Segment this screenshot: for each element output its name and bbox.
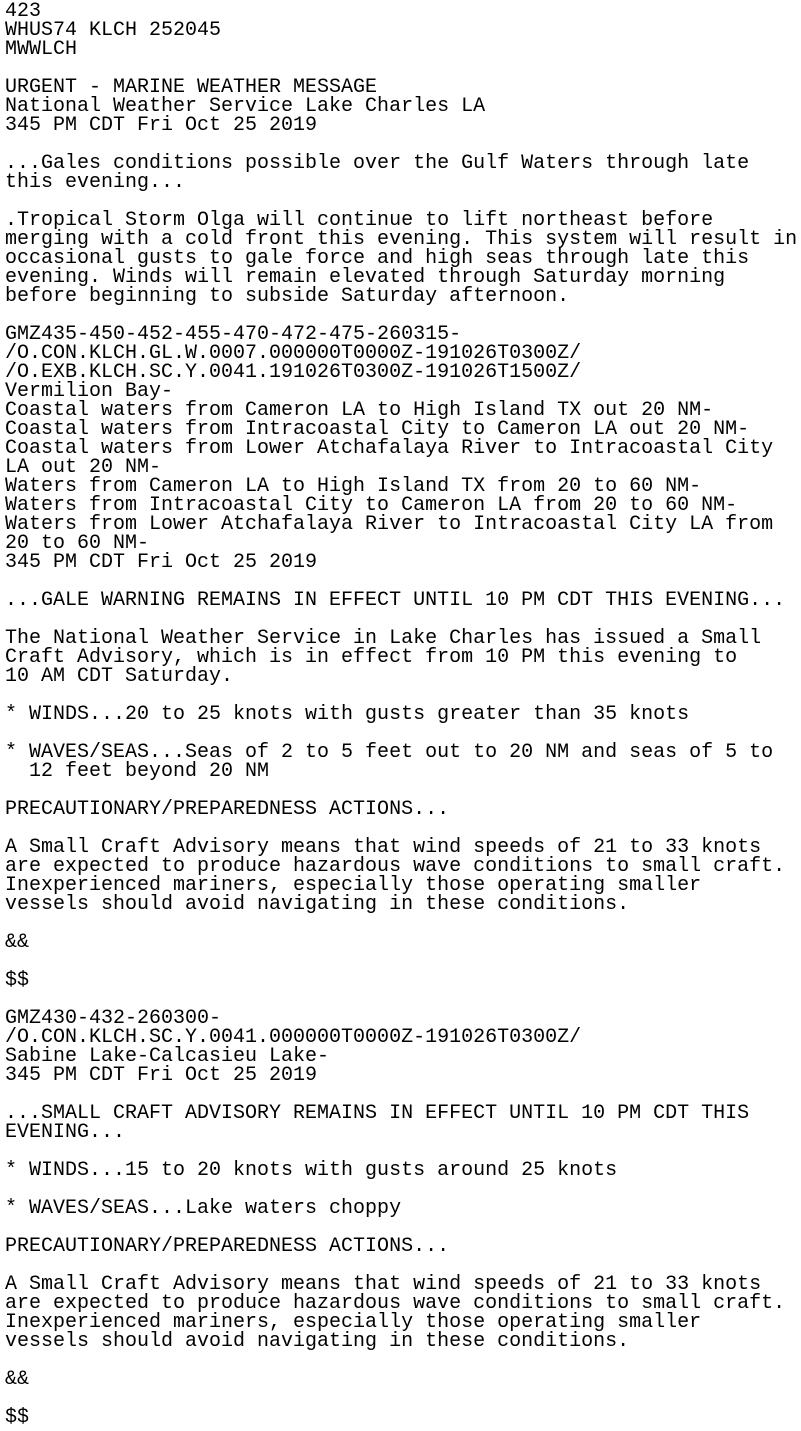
text-line: 423	[5, 0, 42, 23]
text-line: 345 PM CDT Fri Oct 25 2019	[5, 551, 318, 574]
text-line	[5, 914, 801, 933]
text-line: &&	[5, 1368, 30, 1391]
text-line: vessels should avoid navigating in these conditions.	[5, 893, 630, 916]
text-line: 12 feet beyond 20 NM	[5, 760, 270, 783]
text-line: merging with a cold front this evening. This system will result in	[5, 228, 798, 251]
text-line: * WINDS...20 to 25 knots with gusts greater than 35 knots	[5, 703, 690, 726]
text-line: URGENT - MARINE WEATHER MESSAGE	[5, 76, 378, 99]
text-line: $$	[5, 969, 30, 992]
text-line: PRECAUTIONARY/PREPAREDNESS ACTIONS...	[5, 1235, 450, 1258]
text-line	[5, 952, 801, 971]
text-line: MWWLCH	[5, 38, 78, 61]
text-line: 345 PM CDT Fri Oct 25 2019	[5, 1064, 318, 1087]
text-line: Waters from Intracoastal City to Cameron LA from 20 to 60 NM-	[5, 494, 738, 517]
text-line: are expected to produce hazardous wave conditions to small craft.	[5, 855, 786, 878]
text-line: * WAVES/SEAS...Seas of 2 to 5 feet out to 20 NM and seas of 5 to	[5, 741, 774, 764]
text-line: evening. Winds will remain elevated through Saturday morning	[5, 266, 726, 289]
marine-weather-message	[5, 2, 801, 1427]
text-line: WHUS74 KLCH 252045	[5, 19, 222, 42]
text-line: Inexperienced mariners, especially those operating smaller	[5, 874, 702, 897]
text-line: ...Gales conditions possible over the Gulf Waters through late	[5, 152, 750, 175]
text-line: Craft Advisory, which is in effect from 10 PM this evening to	[5, 646, 738, 669]
text-line: Sabine Lake-Calcasieu Lake-	[5, 1045, 330, 1068]
text-line: /O.CON.KLCH.GL.W.0007.000000T0000Z-191026T0300Z/	[5, 342, 582, 365]
text-line: LA out 20 NM-	[5, 456, 162, 479]
text-line: 345 PM CDT Fri Oct 25 2019	[5, 114, 318, 137]
text-line: * WINDS...15 to 20 knots with gusts around 25 knots	[5, 1159, 618, 1182]
text-line: Coastal waters from Intracoastal City to Cameron LA out 20 NM-	[5, 418, 750, 441]
text-line: /O.CON.KLCH.SC.Y.0041.000000T0000Z-191026T0300Z/	[5, 1026, 582, 1049]
text-line: Coastal waters from Cameron LA to High Island TX out 20 NM-	[5, 399, 714, 422]
text-line: Coastal waters from Lower Atchafalaya River to Intracoastal City	[5, 437, 774, 460]
text-line: Waters from Lower Atchafalaya River to Intracoastal City LA from	[5, 513, 774, 536]
text-line	[5, 1351, 801, 1370]
text-line: Vermilion Bay-	[5, 380, 174, 403]
text-line: GMZ430-432-260300-	[5, 1007, 222, 1030]
text-line: before beginning to subside Saturday afternoon.	[5, 285, 570, 308]
text-line: 10 AM CDT Saturday.	[5, 665, 234, 688]
text-line: PRECAUTIONARY/PREPAREDNESS ACTIONS...	[5, 798, 450, 821]
text-line: EVENING...	[5, 1121, 126, 1144]
text-line: occasional gusts to gale force and high seas through late this	[5, 247, 750, 270]
text-line: GMZ435-450-452-455-470-472-475-260315-	[5, 323, 462, 346]
text-line: &&	[5, 931, 30, 954]
text-line: .Tropical Storm Olga will continue to lift northeast before	[5, 209, 714, 232]
text-line: /O.EXB.KLCH.SC.Y.0041.191026T0300Z-191026T1500Z/	[5, 361, 582, 384]
text-line: Waters from Cameron LA to High Island TX from 20 to 60 NM-	[5, 475, 702, 498]
text-line: * WAVES/SEAS...Lake waters choppy	[5, 1197, 402, 1220]
text-line: $$	[5, 1406, 30, 1429]
text-line: A Small Craft Advisory means that wind speeds of 21 to 33 knots	[5, 836, 762, 859]
text-line: 20 to 60 NM-	[5, 532, 150, 555]
text-line: ...SMALL CRAFT ADVISORY REMAINS IN EFFECT UNTIL 10 PM CDT THIS	[5, 1102, 750, 1125]
text-line: ...GALE WARNING REMAINS IN EFFECT UNTIL 10 PM CDT THIS EVENING...	[5, 589, 786, 612]
text-line: are expected to produce hazardous wave conditions to small craft.	[5, 1292, 786, 1315]
text-line: The National Weather Service in Lake Charles has issued a Small	[5, 627, 762, 650]
text-line: Inexperienced mariners, especially those operating smaller	[5, 1311, 702, 1334]
text-line: National Weather Service Lake Charles LA	[5, 95, 486, 118]
text-line: A Small Craft Advisory means that wind speeds of 21 to 33 knots	[5, 1273, 762, 1296]
text-line: this evening...	[5, 171, 186, 194]
text-line: vessels should avoid navigating in these conditions.	[5, 1330, 630, 1353]
text-line	[5, 1389, 801, 1408]
